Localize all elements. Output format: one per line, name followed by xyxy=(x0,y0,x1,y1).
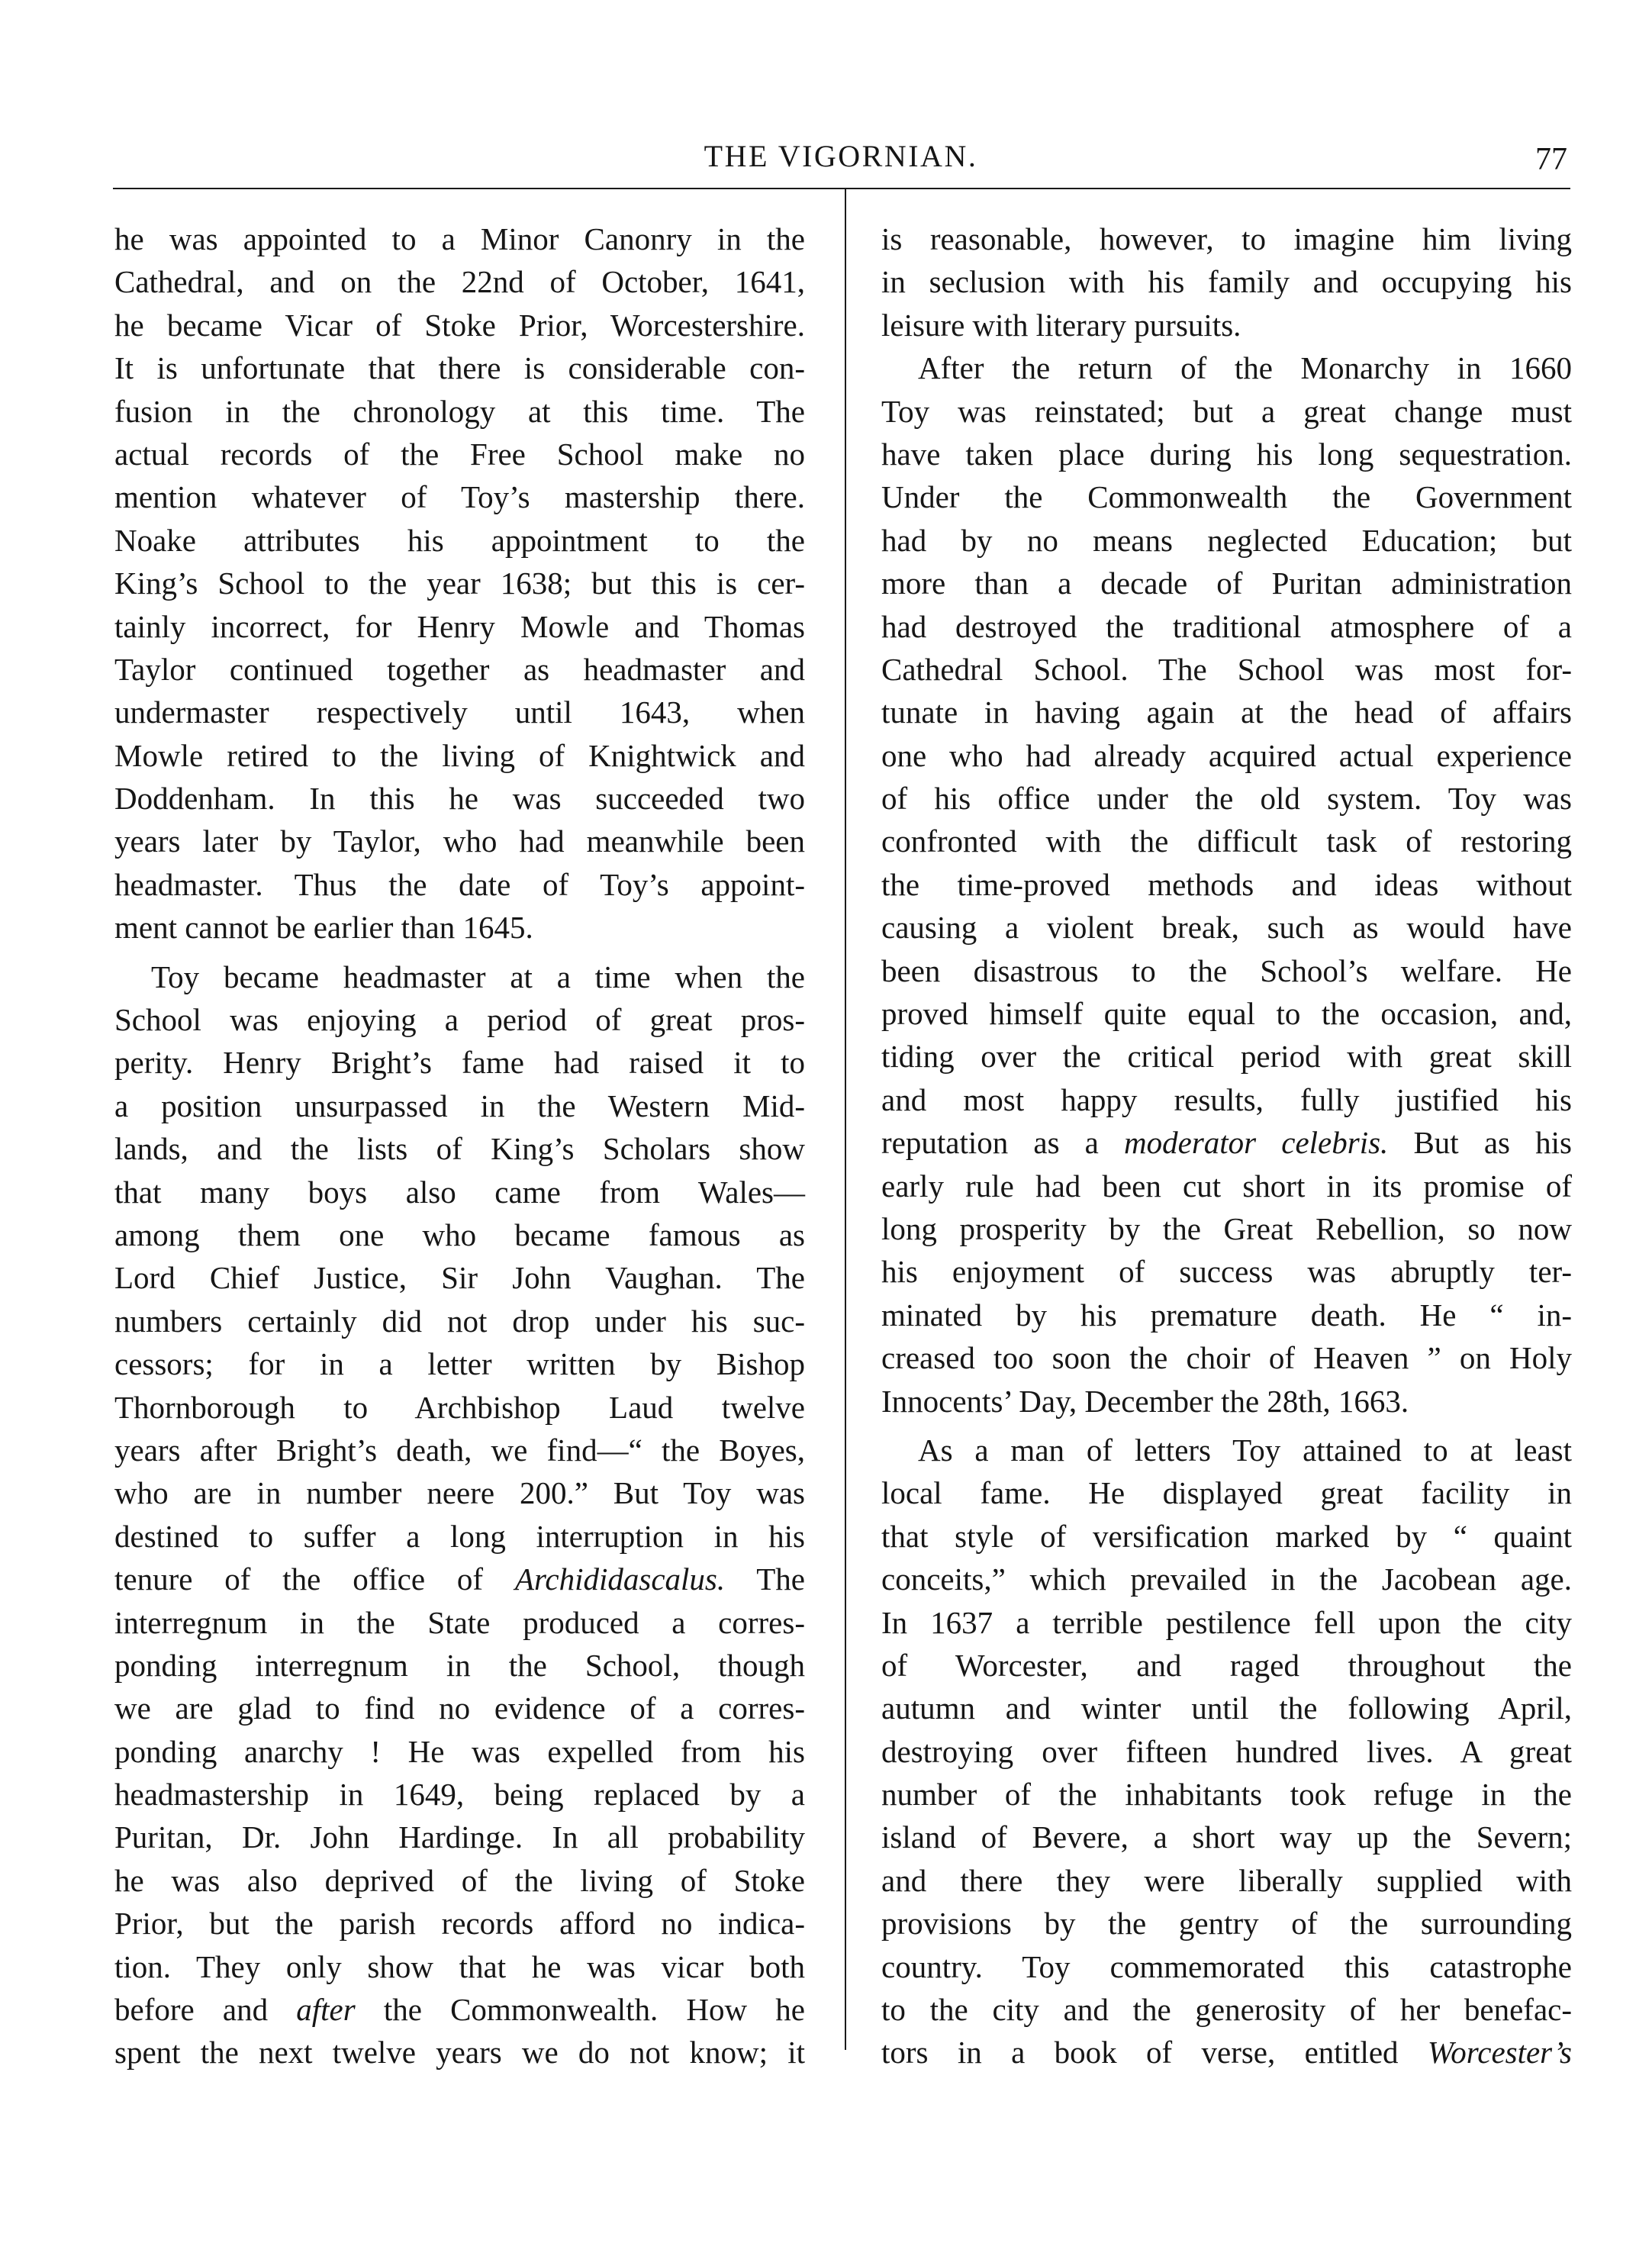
text-line: mention whatever of Toy’s mastership there. xyxy=(114,479,805,515)
text-line: among them one who became famous as xyxy=(114,1217,805,1252)
latin-term: Archididascalus. xyxy=(514,1561,726,1597)
text-line: It is unfortunate that there is considerable con- xyxy=(114,350,805,386)
text-line: Thornborough to Archbishop Laud twelve xyxy=(114,1389,805,1425)
text-line: local fame. He displayed great facility in xyxy=(881,1475,1572,1511)
text-line: and most happy results, fully justified his xyxy=(881,1081,1572,1117)
text-line: to the city and the generosity of her benefac- xyxy=(881,1992,1572,2028)
latin-term: moderator celebris. xyxy=(1124,1125,1389,1161)
text-line: he was also deprived of the living of Stoke xyxy=(114,1862,805,1898)
text-line: Toy became headmaster at a time when the xyxy=(151,959,805,994)
page-number: 77 xyxy=(1535,142,1567,177)
text-line: have taken place during his long sequestration. xyxy=(881,436,1572,472)
text-line: more than a decade of Puritan administration xyxy=(881,566,1572,601)
text-line: one who had already acquired actual experience xyxy=(881,737,1572,773)
text-line: the time-proved methods and ideas without xyxy=(881,866,1572,902)
text-line: tunate in having again at the head of affairs xyxy=(881,694,1572,730)
text-line: before and after the Commonwealth. How he xyxy=(114,1992,805,2028)
text-line: numbers certainly did not drop under his suc- xyxy=(114,1303,805,1339)
text-line: and there they were liberally supplied with xyxy=(881,1862,1572,1898)
text-line: long prosperity by the Great Rebellion, so now xyxy=(881,1210,1572,1246)
text-line: Toy was reinstated; but a great change must xyxy=(881,393,1572,429)
text-line: undermaster respectively until 1643, when xyxy=(114,694,805,730)
text-line: years after Bright’s death, we find—“ the Boyes, xyxy=(114,1432,805,1468)
text-line: proved himself quite equal to the occasion, and, xyxy=(881,996,1572,1032)
text-line: had destroyed the traditional atmosphere of a xyxy=(881,608,1572,644)
text-line: causing a violent break, such as would have xyxy=(881,910,1572,946)
text-line: ponding anarchy ! He was expelled from his xyxy=(114,1733,805,1769)
text-line: a position unsurpassed in the Western Mid- xyxy=(114,1088,805,1123)
text-line: number of the inhabitants took refuge in the xyxy=(881,1777,1572,1813)
text-line: early rule had been cut short in its promise of xyxy=(881,1168,1572,1204)
text-line: tion. They only show that he was vicar both xyxy=(114,1948,805,1984)
text-line: is reasonable, however, to imagine him living xyxy=(881,221,1572,256)
text-line: that style of versification marked by “ quaint xyxy=(881,1518,1572,1554)
text-line: he was appointed to a Minor Canonry in the xyxy=(114,221,805,256)
text-line: headmastership in 1649, being replaced by a xyxy=(114,1777,805,1813)
text-line: ment cannot be earlier than 1645. xyxy=(114,910,533,946)
text-line: School was enjoying a period of great pros- xyxy=(114,1002,805,1038)
text-line: perity. Henry Bright’s fame had raised it to xyxy=(114,1045,805,1081)
text-line: destined to suffer a long interruption in his xyxy=(114,1518,805,1554)
text-line: tenure of the office of Archididascalus. The xyxy=(114,1561,805,1597)
text-line: autumn and winter until the following April, xyxy=(881,1690,1572,1726)
text-line: Prior, but the parish records afford no indica- xyxy=(114,1906,805,1942)
text-line: conceits,” which prevailed in the Jacobean age. xyxy=(881,1561,1572,1597)
text-line: headmaster. Thus the date of Toy’s appoint- xyxy=(114,866,805,902)
text-line: island of Bevere, a short way up the Severn; xyxy=(881,1819,1572,1855)
text-line: spent the next twelve years we do not know; it xyxy=(114,2035,805,2071)
text-line: Noake attributes his appointment to the xyxy=(114,522,805,558)
text-line: Under the Commonwealth the Government xyxy=(881,479,1572,515)
running-title: THE VIGORNIAN. xyxy=(704,139,978,173)
text-line: country. Toy commemorated this catastrophe xyxy=(881,1948,1572,1984)
text-line: Cathedral School. The School was most for- xyxy=(881,651,1572,687)
text-line: Lord Chief Justice, Sir John Vaughan. The xyxy=(114,1260,805,1296)
text-line: tors in a book of verse, entitled Worcester’s xyxy=(881,2035,1572,2071)
text-line: confronted with the difficult task of restoring xyxy=(881,823,1572,859)
text-line: who are in number neere 200.” But Toy was xyxy=(114,1475,805,1511)
text-line: of his office under the old system. Toy was xyxy=(881,781,1572,817)
text-line: lands, and the lists of King’s Scholars show xyxy=(114,1131,805,1167)
text-line: ponding interregnum in the School, though xyxy=(114,1647,805,1683)
text-line: of Worcester, and raged throughout the xyxy=(881,1647,1572,1683)
text-line: fusion in the chronology at this time. The xyxy=(114,393,805,429)
left-column xyxy=(114,218,805,2074)
text-line: Doddenham. In this he was succeeded two xyxy=(114,781,805,817)
text-line: years later by Taylor, who had meanwhile been xyxy=(114,823,805,859)
text-line: he became Vicar of Stoke Prior, Worcestershire. xyxy=(114,307,805,343)
column-divider xyxy=(845,188,846,2050)
text-line: creased too soon the choir of Heaven ” on Holy xyxy=(881,1340,1572,1376)
emphasis-word: after xyxy=(296,1992,356,2028)
text-line: minated by his premature death. He “ in- xyxy=(881,1297,1572,1333)
text-line: interregnum in the State produced a corres- xyxy=(114,1604,805,1640)
text-line: provisions by the gentry of the surrounding xyxy=(881,1906,1572,1942)
text-line: destroying over fifteen hundred lives. A great xyxy=(881,1733,1572,1769)
text-line: been disastrous to the School’s welfare. He xyxy=(881,952,1572,988)
text-line: In 1637 a terrible pestilence fell upon the city xyxy=(881,1604,1572,1640)
text-line: his enjoyment of success was abruptly ter- xyxy=(881,1254,1572,1290)
text-line: tiding over the critical period with great skill xyxy=(881,1039,1572,1075)
text-line: we are glad to find no evidence of a corres- xyxy=(114,1690,805,1726)
book-title: Worcester’s xyxy=(1427,2035,1572,2071)
text-line: actual records of the Free School make no xyxy=(114,436,805,472)
text-line: As a man of letters Toy attained to at least xyxy=(918,1432,1572,1468)
text-line: in seclusion with his family and occupying his xyxy=(881,264,1572,300)
text-line: reputation as a moderator celebris. But as his xyxy=(881,1125,1572,1161)
right-column xyxy=(881,218,1572,2074)
text-line: tainly incorrect, for Henry Mowle and Thomas xyxy=(114,608,805,644)
text-line: Puritan, Dr. John Hardinge. In all probability xyxy=(114,1819,805,1855)
text-line: King’s School to the year 1638; but this is cer- xyxy=(114,566,805,601)
text-line: cessors; for in a letter written by Bishop xyxy=(114,1346,805,1382)
page-header xyxy=(113,137,1570,191)
text-line: leisure with literary pursuits. xyxy=(881,307,1241,343)
text-line: Mowle retired to the living of Knightwick and xyxy=(114,737,805,773)
text-line: Cathedral, and on the 22nd of October, 1641, xyxy=(114,264,805,300)
header-rule xyxy=(113,188,1570,189)
text-line: that many boys also came from Wales— xyxy=(114,1174,805,1210)
text-line: had by no means neglected Education; but xyxy=(881,522,1572,558)
text-line: Innocents’ Day, December the 28th, 1663. xyxy=(881,1383,1409,1419)
text-line: After the return of the Monarchy in 1660 xyxy=(918,350,1572,386)
text-line: Taylor continued together as headmaster and xyxy=(114,651,805,687)
